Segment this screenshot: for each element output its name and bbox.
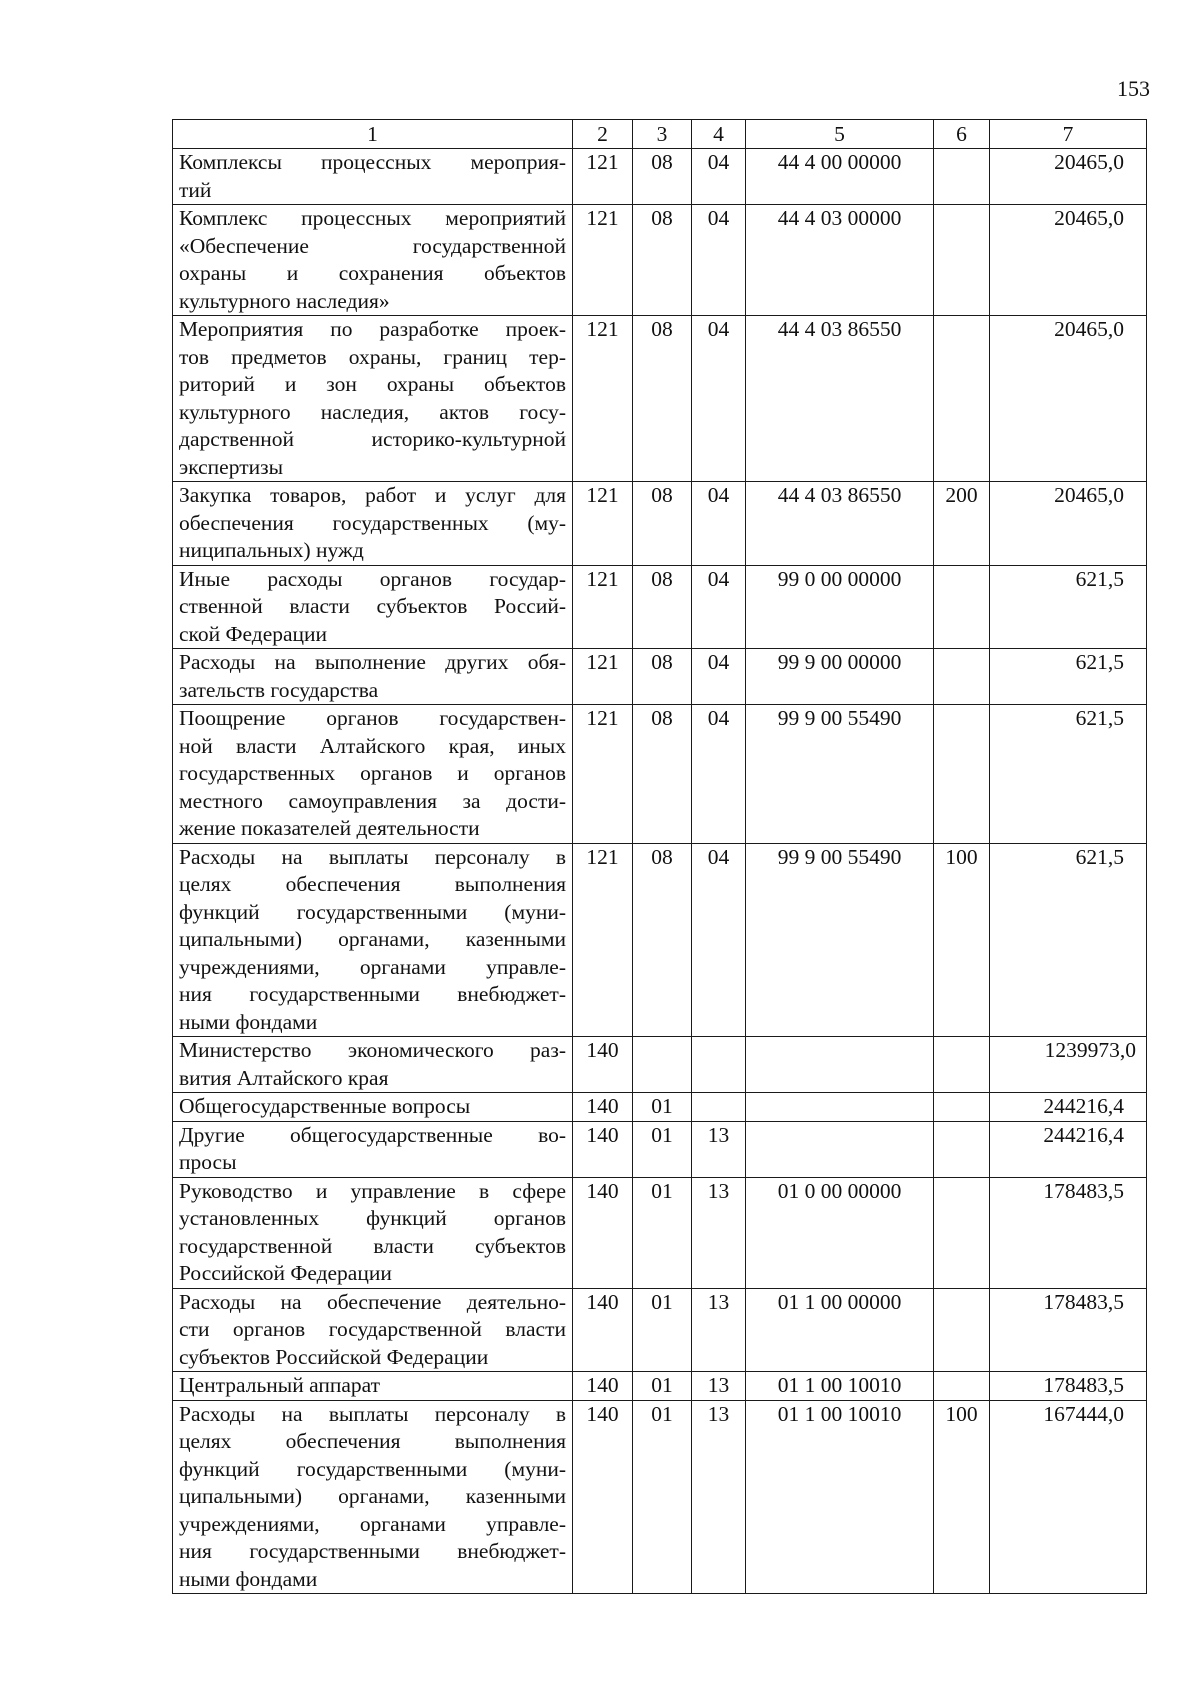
row-admin-code: 140 (573, 1037, 633, 1093)
row-target-code: 01 1 00 10010 (746, 1372, 934, 1401)
table-row (173, 1400, 1147, 1594)
row-subsection-code (692, 1037, 746, 1093)
row-target-code: 99 9 00 55490 (746, 705, 934, 844)
row-name-line: просы (179, 1150, 237, 1174)
row-admin-code: 121 (573, 649, 633, 705)
row-admin-code: 121 (573, 705, 633, 844)
table-row (173, 843, 1147, 1037)
row-amount: 20465,0 (990, 205, 1147, 316)
row-name-line: Мероприятия по разработке проек- (179, 317, 566, 341)
row-name-line: ными фондами (179, 1566, 318, 1591)
row-admin-code: 140 (573, 1093, 633, 1122)
row-name-cell (173, 565, 573, 649)
row-name-line: ципальными) органами, казенными (179, 1484, 566, 1508)
row-expense-type (934, 1093, 990, 1122)
row-admin-code: 121 (573, 843, 633, 1037)
row-name-line: жение показателей деятельности (179, 816, 480, 840)
row-section-code: 08 (633, 649, 692, 705)
table-row (173, 482, 1147, 566)
row-name-line: культурного наследия, актов госу- (179, 399, 566, 424)
row-section-code: 01 (633, 1400, 692, 1594)
row-name-line: ния государственными внебюджет- (179, 1539, 566, 1563)
row-section-code: 01 (633, 1288, 692, 1372)
header-col-3: 3 (633, 120, 692, 149)
table-row (173, 316, 1147, 482)
row-name-cell (173, 1177, 573, 1288)
row-name-line: Закупка товаров, работ и услуг для (179, 483, 566, 507)
row-target-code: 44 4 03 86550 (746, 482, 934, 566)
row-name-line: Комплексы процессных мероприя- (179, 150, 566, 174)
row-name-line: Другие общегосударственные во- (179, 1122, 566, 1147)
row-amount: 621,5 (990, 565, 1147, 649)
row-name-line: учреждениями, органами управле- (179, 954, 566, 979)
row-subsection-code: 04 (692, 705, 746, 844)
row-target-code (746, 1093, 934, 1122)
row-name-line: охраны и сохранения объектов (179, 261, 566, 285)
row-expense-type (934, 649, 990, 705)
table-row (173, 1288, 1147, 1372)
row-name-line: установленных функций органов (179, 1206, 566, 1230)
row-name-line: сти органов государственной власти (179, 1317, 566, 1341)
row-section-code: 01 (633, 1372, 692, 1401)
table-body (173, 149, 1147, 1594)
row-name-line: функций государственными (муни- (179, 1456, 566, 1481)
row-target-code: 99 9 00 55490 (746, 843, 934, 1037)
row-name-line: вития Алтайского края (179, 1065, 389, 1090)
row-subsection-code: 04 (692, 482, 746, 566)
row-name-line: риторий и зон охраны объектов (179, 372, 566, 396)
row-subsection-code: 13 (692, 1288, 746, 1372)
header-col-2: 2 (573, 120, 633, 149)
row-name-line: Руководство и управление в сфере (179, 1178, 566, 1203)
row-expense-type (934, 316, 990, 482)
row-subsection-code: 13 (692, 1177, 746, 1288)
row-target-code (746, 1121, 934, 1177)
row-name-line: Иные расходы органов государ- (179, 566, 566, 591)
header-col-6: 6 (934, 120, 990, 149)
row-name-line: Центральный аппарат (179, 1373, 381, 1397)
row-target-code: 01 1 00 00000 (746, 1288, 934, 1372)
row-name-line: экспертизы (179, 454, 284, 479)
row-expense-type: 100 (934, 1400, 990, 1594)
row-name-cell (173, 316, 573, 482)
row-subsection-code: 04 (692, 149, 746, 205)
row-name-line: ципальными) органами, казенными (179, 927, 566, 951)
row-section-code: 08 (633, 565, 692, 649)
row-name-line: Общегосударственные вопросы (179, 1094, 471, 1118)
row-amount: 244216,4 (990, 1121, 1147, 1177)
row-name-line: дарственной историко-культурной (179, 427, 566, 451)
row-section-code: 01 (633, 1177, 692, 1288)
row-name-line: Расходы на выполнение других обя- (179, 650, 566, 674)
table-row (173, 565, 1147, 649)
row-admin-code: 121 (573, 205, 633, 316)
row-admin-code: 121 (573, 482, 633, 566)
row-name-line: целях обеспечения выполнения (179, 1429, 566, 1453)
row-subsection-code: 04 (692, 649, 746, 705)
row-target-code: 44 4 03 86550 (746, 316, 934, 482)
row-name-line: Российской Федерации (179, 1261, 392, 1285)
row-subsection-code: 13 (692, 1400, 746, 1594)
row-expense-type (934, 705, 990, 844)
row-admin-code: 140 (573, 1121, 633, 1177)
row-admin-code: 121 (573, 316, 633, 482)
row-name-cell (173, 1121, 573, 1177)
row-name-line: ственной власти субъектов Россий- (179, 594, 566, 618)
row-name-cell (173, 705, 573, 844)
row-amount: 621,5 (990, 705, 1147, 844)
row-name-line: Расходы на выплаты персоналу в (179, 844, 566, 869)
row-amount: 167444,0 (990, 1400, 1147, 1594)
row-name-line: местного самоуправления за дости- (179, 788, 566, 813)
row-name-line: ниципальных) нужд (179, 538, 364, 562)
header-col-5: 5 (746, 120, 934, 149)
header-col-1: 1 (173, 120, 573, 149)
row-name-line: ской Федерации (179, 621, 328, 646)
row-section-code: 08 (633, 149, 692, 205)
row-amount: 178483,5 (990, 1177, 1147, 1288)
row-section-code (633, 1037, 692, 1093)
row-name-line: Министерство экономического раз- (179, 1038, 566, 1062)
table-row (173, 1372, 1147, 1401)
row-name-line: Комплекс процессных мероприятий (179, 206, 566, 230)
row-name-cell (173, 1400, 573, 1594)
row-target-code: 01 0 00 00000 (746, 1177, 934, 1288)
row-target-code: 99 0 00 00000 (746, 565, 934, 649)
row-expense-type (934, 205, 990, 316)
row-name-line: обеспечения государственных (му- (179, 510, 566, 535)
table-header-row (173, 120, 1147, 149)
row-target-code: 01 1 00 10010 (746, 1400, 934, 1594)
row-name-line: культурного наследия» (179, 288, 390, 313)
row-name-cell (173, 482, 573, 566)
row-name-line: Расходы на выплаты персоналу в (179, 1401, 566, 1426)
row-amount: 621,5 (990, 649, 1147, 705)
row-name-cell (173, 1372, 573, 1401)
row-admin-code: 140 (573, 1177, 633, 1288)
row-name-cell (173, 649, 573, 705)
row-name-cell (173, 1288, 573, 1372)
row-subsection-code: 13 (692, 1121, 746, 1177)
row-name-line: учреждениями, органами управле- (179, 1511, 566, 1536)
row-name-line: Расходы на обеспечение деятельно- (179, 1289, 566, 1314)
table-row (173, 1093, 1147, 1122)
row-name-line: государственных органов и органов (179, 761, 566, 785)
row-amount: 20465,0 (990, 482, 1147, 566)
row-target-code (746, 1037, 934, 1093)
row-name-line: «Обеспечение государственной (179, 233, 566, 258)
row-name-line: зательств государства (179, 677, 379, 702)
table-row (173, 205, 1147, 316)
row-amount: 178483,5 (990, 1372, 1147, 1401)
table-row (173, 649, 1147, 705)
row-subsection-code (692, 1093, 746, 1122)
row-name-line: тов предметов охраны, границ тер- (179, 344, 566, 369)
row-amount: 20465,0 (990, 316, 1147, 482)
row-subsection-code: 13 (692, 1372, 746, 1401)
row-admin-code: 140 (573, 1372, 633, 1401)
row-name-line: ной власти Алтайского края, иных (179, 733, 566, 758)
row-target-code: 44 4 03 00000 (746, 205, 934, 316)
row-amount: 244216,4 (990, 1093, 1147, 1122)
row-section-code: 08 (633, 482, 692, 566)
row-admin-code: 140 (573, 1288, 633, 1372)
table-row (173, 1177, 1147, 1288)
row-name-line: государственной власти субъектов (179, 1233, 566, 1258)
row-subsection-code: 04 (692, 843, 746, 1037)
row-section-code: 08 (633, 705, 692, 844)
table-row (173, 1037, 1147, 1093)
row-name-line: субъектов Российской Федерации (179, 1344, 489, 1369)
row-expense-type: 100 (934, 843, 990, 1037)
table-row (173, 705, 1147, 844)
row-name-line: тий (179, 177, 212, 202)
row-name-line: ния государственными внебюджет- (179, 982, 566, 1006)
header-col-7: 7 (990, 120, 1147, 149)
page-number: 153 (1117, 76, 1150, 101)
header-col-4: 4 (692, 120, 746, 149)
row-name-cell (173, 843, 573, 1037)
row-amount: 1239973,0 (990, 1037, 1147, 1093)
row-name-cell (173, 1093, 573, 1122)
row-expense-type (934, 1288, 990, 1372)
row-expense-type (934, 565, 990, 649)
row-expense-type (934, 1037, 990, 1093)
row-target-code: 99 9 00 00000 (746, 649, 934, 705)
row-section-code: 01 (633, 1093, 692, 1122)
row-section-code: 01 (633, 1121, 692, 1177)
row-section-code: 08 (633, 843, 692, 1037)
row-expense-type (934, 1372, 990, 1401)
row-name-line: функций государственными (муни- (179, 899, 566, 924)
table-row (173, 1121, 1147, 1177)
row-name-line: целях обеспечения выполнения (179, 872, 566, 896)
row-name-line: Поощрение органов государствен- (179, 706, 566, 730)
row-admin-code: 121 (573, 149, 633, 205)
budget-table (172, 119, 1147, 1594)
row-target-code: 44 4 00 00000 (746, 149, 934, 205)
row-admin-code: 140 (573, 1400, 633, 1594)
row-expense-type (934, 149, 990, 205)
row-expense-type (934, 1121, 990, 1177)
row-subsection-code: 04 (692, 316, 746, 482)
row-section-code: 08 (633, 316, 692, 482)
row-expense-type: 200 (934, 482, 990, 566)
table-row (173, 149, 1147, 205)
row-subsection-code: 04 (692, 205, 746, 316)
row-name-cell (173, 149, 573, 205)
row-name-cell (173, 1037, 573, 1093)
row-admin-code: 121 (573, 565, 633, 649)
row-section-code: 08 (633, 205, 692, 316)
row-name-cell (173, 205, 573, 316)
row-name-line: ными фондами (179, 1009, 318, 1034)
row-expense-type (934, 1177, 990, 1288)
row-amount: 20465,0 (990, 149, 1147, 205)
row-amount: 178483,5 (990, 1288, 1147, 1372)
row-subsection-code: 04 (692, 565, 746, 649)
row-amount: 621,5 (990, 843, 1147, 1037)
